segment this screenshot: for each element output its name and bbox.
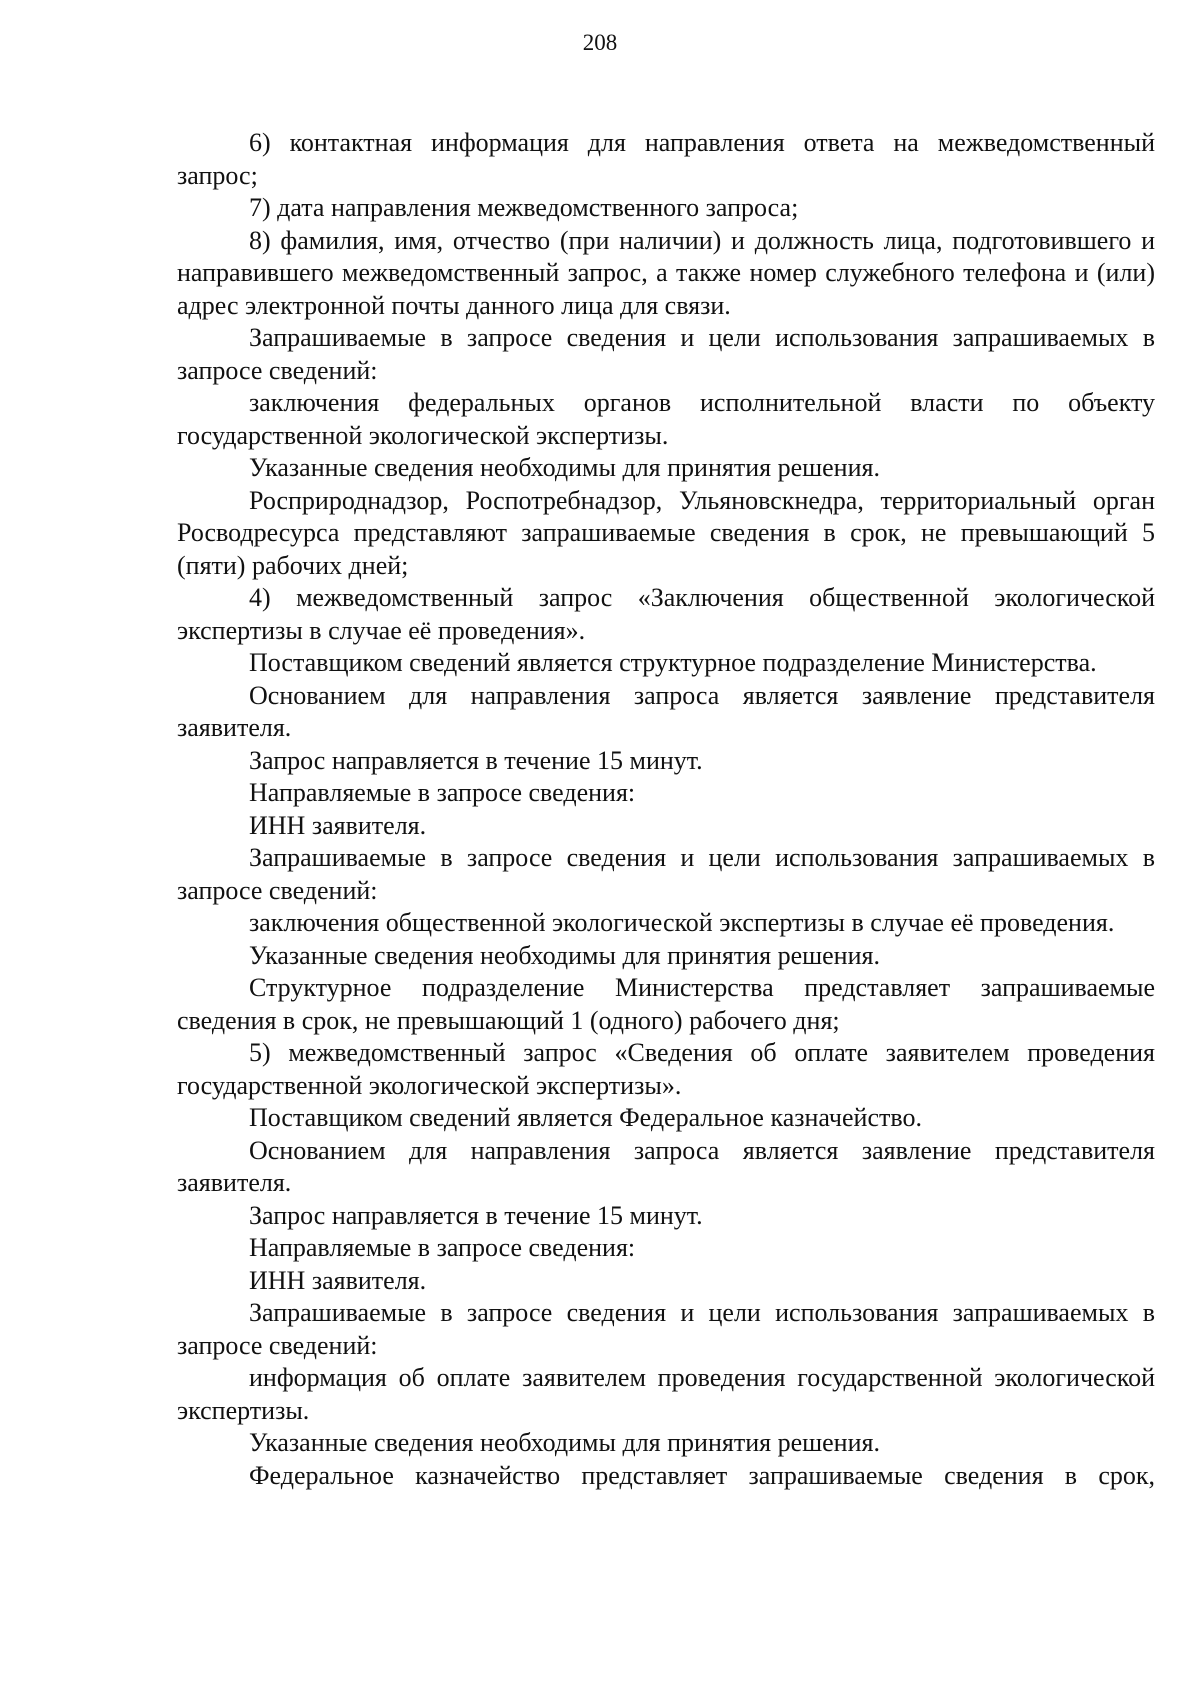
- paragraph: ИНН заявителя.: [249, 1265, 427, 1295]
- paragraph-continued: Федеральное казначейство представляет запрашиваемые сведения в срок,: [249, 1460, 1155, 1490]
- paragraph: Запрашиваемые в запросе сведения и цели использования запрашиваемых в запросе сведений:: [177, 843, 1155, 905]
- paragraph: информация об оплате заявителем проведения государственной экологической экспертизы.: [177, 1363, 1155, 1425]
- paragraph: ИНН заявителя.: [249, 810, 427, 840]
- document-body: [177, 127, 1155, 1492]
- paragraph: заключения федеральных органов исполнительной власти по объекту государственной экологической экспертизы.: [177, 388, 1155, 450]
- paragraph: Росприроднадзор, Роспотребнадзор, Ульяновскнедра, территориальный орган Росводресурса представляют запрашиваемые сведения в срок, не превышающий 5 (пяти) рабочих дней;: [177, 485, 1155, 580]
- paragraph: Структурное подразделение Министерства представляет запрашиваемые сведения в срок, не превышающий 1 (одного) рабочего дня;: [177, 973, 1155, 1035]
- paragraph: Указанные сведения необходимы для принятия решения.: [249, 453, 880, 482]
- paragraph: Направляемые в запросе сведения:: [249, 778, 636, 807]
- paragraph: Указанные сведения необходимы для принятия решения.: [249, 1428, 880, 1457]
- paragraph: Направляемые в запросе сведения:: [249, 1233, 636, 1262]
- paragraph: заключения общественной экологической экспертизы в случае её проведения.: [249, 908, 1115, 937]
- paragraph: 8) фамилия, имя, отчество (при наличии) и должность лица, подготовившего и направившего межведомственный запрос, а также номер служебного телефона и (или) адрес электронной почты данного лица для связи.: [177, 225, 1155, 320]
- paragraph: Основанием для направления запроса является заявление представителя заявителя.: [177, 680, 1155, 742]
- paragraph: Поставщиком сведений является Федеральное казначейство.: [249, 1103, 922, 1132]
- paragraph: Указанные сведения необходимы для принятия решения.: [249, 940, 880, 970]
- paragraph: 7) дата направления межведомственного запроса;: [249, 193, 799, 222]
- paragraph: Запрашиваемые в запросе сведения и цели использования запрашиваемых в запросе сведений:: [177, 1298, 1155, 1360]
- paragraph: Запрашиваемые в запросе сведения и цели использования запрашиваемых в запросе сведений:: [177, 323, 1155, 385]
- paragraph: Поставщиком сведений является структурное подразделение Министерства.: [249, 648, 1097, 677]
- paragraph: Основанием для направления запроса является заявление представителя заявителя.: [177, 1135, 1155, 1197]
- paragraph: 6) контактная информация для направления ответа на межведомственный запрос;: [177, 128, 1155, 190]
- paragraph: 5) межведомственный запрос «Сведения об оплате заявителем проведения государственной экологической экспертизы».: [177, 1038, 1155, 1100]
- page-number: 208: [582, 30, 618, 55]
- paragraph: Запрос направляется в течение 15 минут.: [249, 745, 703, 775]
- paragraph: 4) межведомственный запрос «Заключения общественной экологической экспертизы в случае её проведения».: [177, 583, 1155, 645]
- paragraph: Запрос направляется в течение 15 минут.: [249, 1200, 703, 1230]
